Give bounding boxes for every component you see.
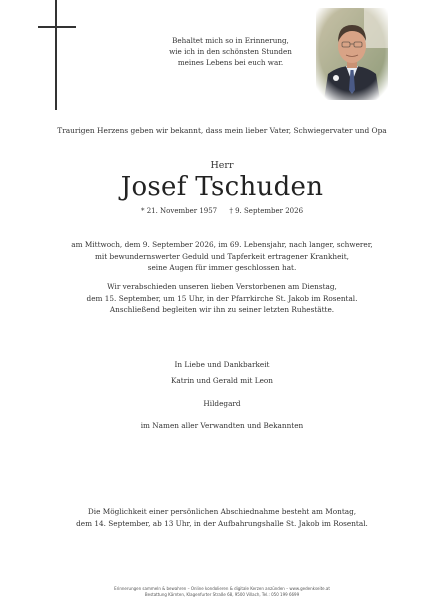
- quote-line-2: wie ich in den schönsten Stunden: [169, 47, 292, 56]
- quote-line-3: meines Lebens bei euch war.: [177, 58, 284, 67]
- paragraph2-line-2: dem 15. September, um 15 Uhr, in der Pfarrkirche St. Jakob im Rosental.: [86, 293, 358, 303]
- paragraph1-line-3: seine Augen für immer geschlossen hat.: [147, 263, 297, 272]
- paragraph1-line-1: am Mittwoch, dem 9. September 2026, im 69. Lebensjahr, nach langer, schwerer,: [71, 240, 373, 249]
- viewing-paragraph: [30, 506, 414, 529]
- signature-others: im Namen aller Verwandten und Bekannten: [140, 421, 304, 430]
- death-date: † 9. September 2026: [229, 207, 304, 215]
- paragraph3-line-1: Die Möglichkeit einer persönlichen Abschiednahme besteht am Montag,: [87, 507, 357, 516]
- footer-line-2: Bestattung Kärnten, Klagenfurter Straße 68, 9500 Villach, Tel.: 050 199 6699: [144, 591, 300, 597]
- signature-intro: In Liebe und Dankbarkeit: [174, 360, 270, 369]
- deceased-name: Josef Tschuden: [120, 172, 324, 202]
- paragraph2-line-3: Anschließend begleiten wir ihn zu seiner letzten Ruhestätte.: [109, 305, 335, 314]
- cross-horizontal-bar: [38, 26, 76, 28]
- paragraph1-line-2: mit bewundernswerter Geduld und Tapferkeit ertragener Krankheit,: [95, 251, 349, 261]
- cross-vertical-bar: [55, 0, 57, 110]
- funeral-paragraph: [30, 281, 414, 316]
- signature-family-1: Katrin und Gerald mit Leon: [170, 376, 274, 385]
- birth-date: * 21. November 1957: [140, 207, 218, 215]
- footer: [0, 586, 444, 597]
- honorific: Herr: [210, 160, 234, 171]
- signature-family-2: Hildegard: [203, 399, 241, 408]
- life-dates: [0, 207, 444, 215]
- portrait-photo: [316, 8, 388, 100]
- footer-line-1: Erinnerungen sammeln & bewahren – Online kondolieren & digitale Kerzen anzünden – www.gedenkseite.at: [114, 586, 330, 591]
- paragraph2-line-1: Wir verabschieden unseren lieben Verstorbenen am Dienstag,: [107, 282, 337, 291]
- quote-line-1: Behaltet mich so in Erinnerung,: [172, 36, 289, 45]
- paragraph3-line-2: dem 14. September, ab 13 Uhr, in der Aufbahrungshalle St. Jakob im Rosental.: [76, 518, 368, 528]
- death-announcement-paragraph: [30, 239, 414, 274]
- memorial-quote: [148, 35, 313, 68]
- intro-text: Traurigen Herzens geben wir bekannt, dass mein lieber Vater, Schwiegervater und Opa: [57, 126, 387, 135]
